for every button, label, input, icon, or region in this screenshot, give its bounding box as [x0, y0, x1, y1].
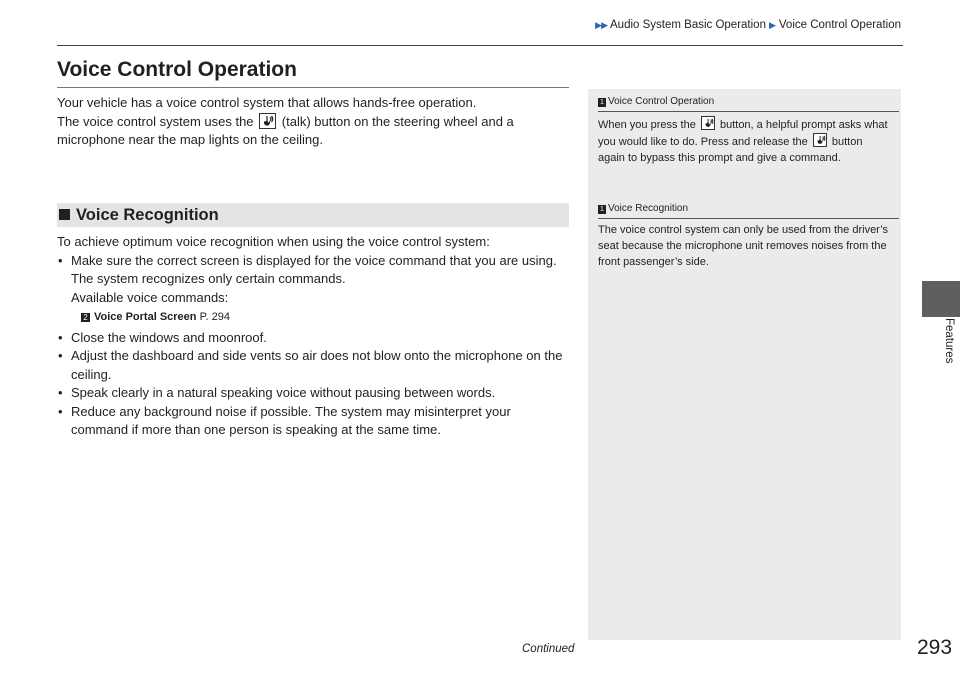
intro-paragraph: [57, 94, 569, 150]
note-title-text: Voice Control Operation: [608, 96, 715, 107]
list-item: • Close the windows and moonroof.: [57, 329, 569, 348]
note-text: When you press the: [598, 119, 696, 131]
note-rule: [598, 111, 899, 112]
intro-line2-end: (talk) button on the steering wheel and a microphone near the map lights on the ceiling.: [57, 113, 514, 147]
note-rule: [598, 218, 899, 219]
bullet-text: The system recognizes only certain commands.: [71, 271, 346, 286]
continued-label: Continued: [522, 643, 575, 655]
list-item: • Adjust the dashboard and side vents so air does not blow onto the microphone on the ceiling.: [57, 347, 569, 384]
square-bullet-icon: [59, 209, 70, 220]
section-heading: [57, 203, 569, 227]
talk-button-icon: [259, 113, 276, 129]
note-icon: 1: [598, 98, 606, 107]
notes-sidebar: [588, 89, 901, 640]
note-title: [598, 96, 714, 107]
xref-page[interactable]: P. 294: [199, 311, 230, 323]
bullet-text: Make sure the correct screen is displayed for the voice command that you are using.: [71, 252, 557, 268]
list-item: • Reduce any background noise if possible. The system may misinterpret your command if more than one person is speaking at the same time.: [57, 403, 569, 440]
title-rule: [57, 87, 569, 88]
cross-reference-link[interactable]: [81, 308, 569, 327]
reference-icon: 2: [81, 313, 90, 322]
talk-button-icon: [813, 133, 827, 147]
section-heading-text: Voice Recognition: [76, 206, 219, 224]
note-title: [598, 203, 688, 214]
note-body: The voice control system can only be used from the driver’s seat because the microphone unit removes noises from the front passenger’s side.: [598, 224, 889, 268]
arrow-icon: ▶: [768, 20, 776, 30]
bullet-text: Available voice commands:: [71, 289, 229, 305]
double-arrow-icon: ▶▶: [595, 20, 607, 30]
xref-label[interactable]: Voice Portal Screen: [94, 311, 197, 323]
bullet-list: [57, 252, 569, 440]
note-text: button, a helpful prompt asks what you would like to do. Press and release the: [598, 119, 888, 148]
section-body: [57, 233, 569, 440]
note-icon: 1: [598, 205, 606, 214]
breadcrumb-parent[interactable]: Audio System Basic Operation: [610, 19, 766, 31]
header-rule: [57, 45, 903, 46]
section-tab-label: Features: [943, 318, 955, 364]
breadcrumb-current: Voice Control Operation: [778, 19, 901, 31]
intro-line2-start: The voice control system uses the: [57, 113, 254, 129]
page-title: Voice Control Operation: [57, 58, 297, 81]
talk-button-icon: [701, 116, 715, 130]
note-text: button again to bypass this prompt and give a command.: [598, 136, 863, 164]
section-tab-marker: [922, 281, 960, 317]
intro-line1: Your vehicle has a voice control system that allows hands-free operation.: [57, 95, 477, 110]
note-title-text: Voice Recognition: [608, 203, 689, 214]
breadcrumb: [595, 19, 901, 31]
section-lead: To achieve optimum voice recognition when using the voice control system:: [57, 234, 490, 249]
page-number: 293: [917, 636, 953, 659]
list-item: [57, 252, 569, 327]
note-body: [598, 116, 888, 166]
list-item: • Speak clearly in a natural speaking voice without pausing between words.: [57, 384, 569, 403]
